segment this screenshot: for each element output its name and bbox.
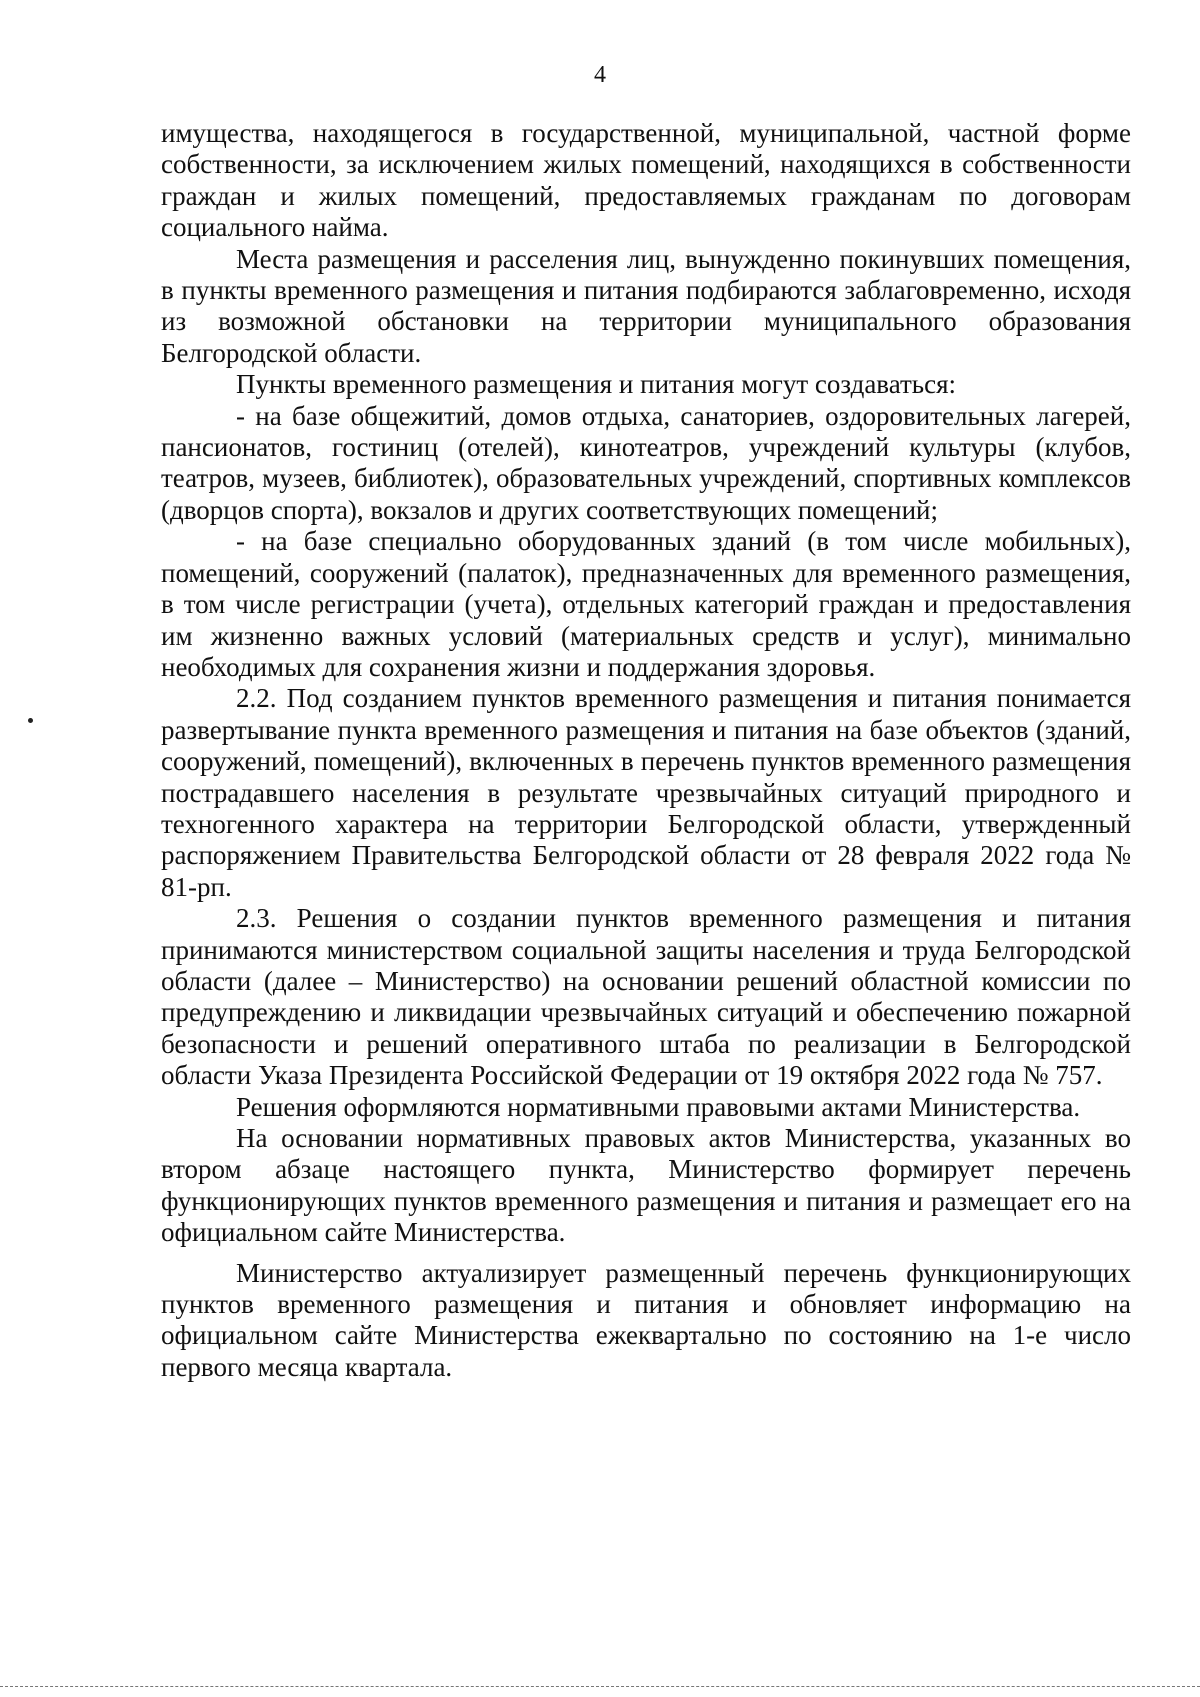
- section-2-3: 2.3. Решения о создании пунктов временного размещения и питания принимаются министерством социальной защиты населения и труда Белгородской области (далее – Министерство) на основании решений областной комиссии по предупреждению и ликвидации чрезвычайных ситуаций и обеспечению пожарной безопасности и решений оперативного штаба по реализации в Белгородской области Указа Президента Российской Федерации от 19 октября 2022 года № 757.: [161, 903, 1131, 1091]
- list-item-special-buildings: - на базе специально оборудованных зданий (в том числе мобильных), помещений, сооружений (палаток), предназначенных для временного размещения, в том числе регистрации (учета), отдельных категорий граждан и предоставления им жизненно важных условий (материальных средств и услуг), минимально необходимых для сохранения жизни и поддержания здоровья.: [161, 526, 1131, 682]
- scan-artifact-line: [0, 1686, 1200, 1687]
- list-item-existing-buildings: - на базе общежитий, домов отдыха, санаториев, оздоровительных лагерей, пансионатов, гостиниц (отелей), кинотеатров, учреждений культуры (клубов, театров, музеев, библиотек), образовательных учреждений, спортивных комплексов (дворцов спорта), вокзалов и других соответствующих помещений;: [161, 400, 1131, 525]
- section-2-2: 2.2. Под созданием пунктов временного размещения и питания понимается развертывание пункта временного размещения и питания на базе объектов (зданий, сооружений, помещений), включенных в перечень пунктов временного размещения пострадавшего населения в результате чрезвычайных ситуаций природного и техногенного характера на территории Белгородской области, утвержденный распоряжением Правительства Белгородской области от 28 февраля 2022 года № 81-рп.: [161, 683, 1131, 902]
- document-body: [161, 118, 1131, 1383]
- paragraph-placement-sites: Места размещения и расселения лиц, вынужденно покинувших помещения, в пункты временного размещения и питания подбираются заблаговременно, исходя из возможной обстановки на территории муниципального образования Белгородской области.: [161, 243, 1131, 368]
- paragraph-list-formation: На основании нормативных правовых актов Министерства, указанных во втором абзаце настоящего пункта, Министерство формирует перечень функционирующих пунктов временного размещения и питания и размещает его на официальном сайте Министерства.: [161, 1123, 1131, 1248]
- scan-artifact-dot: [28, 718, 33, 723]
- paragraph-list-update: Министерство актуализирует размещенный перечень функционирующих пунктов временного размещения и питания и обновляет информацию на официальном сайте Министерства ежеквартально по состоянию на 1-е число первого месяца квартала.: [161, 1257, 1131, 1382]
- paragraph-continuation: имущества, находящегося в государственной, муниципальной, частной форме собственности, за исключением жилых помещений, находящихся в собственности граждан и жилых помещений, предоставляемых гражданам по договорам социального найма.: [161, 118, 1131, 243]
- page-number: 4: [594, 62, 606, 88]
- paragraph-points-created: Пункты временного размещения и питания могут создаваться:: [236, 369, 956, 400]
- paragraph-decisions-formalized: Решения оформляются нормативными правовыми актами Министерства.: [236, 1091, 1081, 1122]
